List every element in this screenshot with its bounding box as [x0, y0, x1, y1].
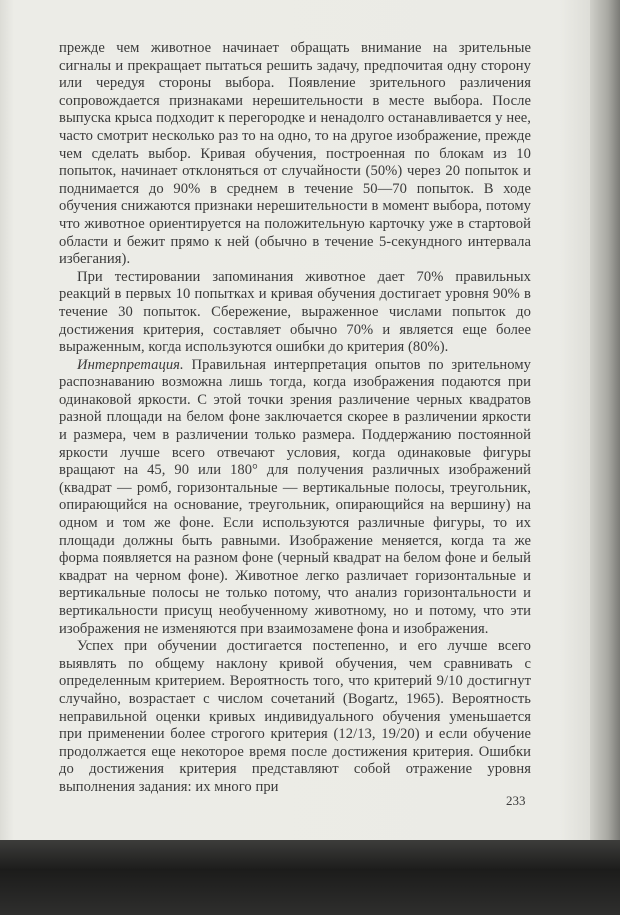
paragraph-4-text: Успех при обучении достигается постепенно, и его лучше всего выявлять по общему наклону кривой обучения, чем сравнивать с определенным критерием. Вероятность того, что критерий 9/10 достигнут случайно, возрастает с числом сочетаний (Bogartz, 1965). Вероятность неправильной оценки кривых индивидуального обучения уменьшается при применении более строгого критерия (12/13, 19/20) и если обучение продолжается еще некоторое время после достижения критерия. Ошибки до достижения критерия представляют собой отражение уровня выполнения задания: их много при: [59, 638, 531, 795]
body-text: [59, 40, 531, 797]
book-gutter: [590, 0, 620, 848]
paragraph-1: [59, 40, 531, 269]
paragraph-3-text: Правильная интерпретация опытов по зрительному распознаванию возможна лишь тогда, когда изображения подаются при одинаковой яркости. С этой точки зрения различение черных квадратов разной площади на белом фоне заключается скорее в различении яркости и размера, чем в различении только размера. Поддержанию постоянной яркости лучше всего отвечают условия, когда одинаковые фигуры вращают на 45, 90 или 180° для получения различных изображений (квадрат — ромб, горизонтальные — вертикальные полосы, треугольник, опирающийся на основание, треугольник, опирающийся на вершину) на одном и том же фоне. Если используются различные фигуры, то их площади должны быть равными. Изображение меняется, когда та же форма появляется на разном фоне (черный квадрат на белом фоне и белый квадрат на черном фоне). Животное легко различает горизонтальные и вертикальные полосы не только потому, что анализ горизонтальности и вертикальности присущ необученному животному, но и потому, что эти изображения не изменяются при взаимозамене фона и изображения.: [59, 356, 531, 637]
scan-bottom-edge: [0, 840, 620, 915]
paragraph-4: [59, 638, 531, 796]
paragraph-2-text: При тестировании запоминания животное дает 70% правильных реакций в первых 10 попытках и кривая обучения достигает уровня 90% в течение 30 попыток. Сбережение, выраженное числами попыток до достижения критерия, составляет обычно 70% и является еще более выраженным, когда используются ошибки до критерия (80%).: [59, 268, 531, 356]
paragraph-3: [59, 357, 531, 639]
paragraph-1-text: прежде чем животное начинает обращать внимание на зрительные сигналы и прекращает пытаться решить задачу, предпочитая одну сторону или чередуя стороны выбора. Появление зрительного различения сопровождается признаками нерешительности в месте выбора. После выпуска крыса подходит к перегородке и ненадолго останавливается у нее, часто смотрит несколько раз то на одно, то на другое изображение, прежде чем сделать выбор. Кривая обучения, построенная по блокам из 10 попыток, начинает отклоняться от случайности (50%) через 20 попыток и поднимается до 90% в среднем в течение 50—70 попыток. В ходе обучения снижаются признаки нерешительности в момент выбора, потому что животное ориентируется на положительную карточку уже в стартовой области и бежит прямо к ней (обычно в течение 5-секундного интервала избегания).: [59, 40, 531, 268]
page-number: 233: [506, 793, 526, 808]
paragraph-3-lead: Интерпретация.: [77, 356, 184, 373]
paragraph-2: [59, 269, 531, 357]
